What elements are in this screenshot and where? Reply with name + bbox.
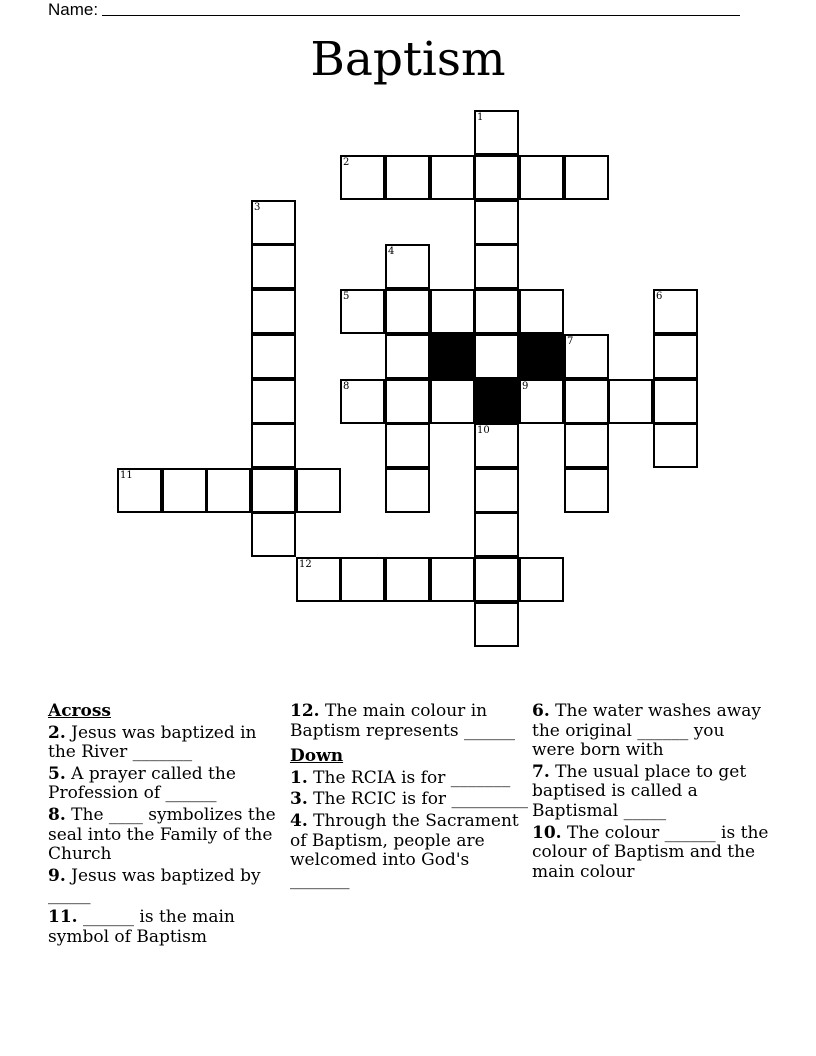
grid-cell-4[interactable] <box>385 244 430 289</box>
clue-down-3: 3. The RCIC is for _________ <box>290 789 528 810</box>
cell-number: 3 <box>254 202 261 213</box>
clue-across-9: 9. Jesus was baptized by _____ <box>48 865 261 906</box>
clue-down-10: 10. The colour ______ is the colour of Baptism and the main colour <box>532 822 769 882</box>
grid-cell[interactable] <box>474 244 519 289</box>
grid-cell[interactable] <box>474 512 519 557</box>
name-blank[interactable] <box>102 0 740 16</box>
black-cell <box>430 334 475 379</box>
cell-number: 1 <box>477 112 484 123</box>
grid-cell-3[interactable] <box>251 200 296 245</box>
grid-cell[interactable] <box>474 602 519 647</box>
grid-cell[interactable] <box>206 468 251 513</box>
grid-cell[interactable] <box>251 244 296 289</box>
grid-cell-12[interactable] <box>296 557 341 602</box>
grid-cell-9[interactable] <box>519 379 564 424</box>
grid-cell[interactable] <box>251 512 296 557</box>
grid-cell[interactable] <box>251 289 296 334</box>
grid-cell[interactable] <box>474 334 519 379</box>
grid-cell[interactable] <box>251 379 296 424</box>
clue-down-7: 7. The usual place to get baptised is called a Baptismal _____ <box>532 761 747 821</box>
grid-cell-11[interactable] <box>117 468 162 513</box>
grid-cell[interactable] <box>296 468 341 513</box>
clue-column-1 <box>48 702 288 949</box>
grid-cell[interactable] <box>340 557 385 602</box>
puzzle-title: Baptism <box>310 32 506 87</box>
cell-number: 11 <box>120 470 133 481</box>
grid-cell[interactable] <box>653 334 698 379</box>
grid-cell[interactable] <box>385 468 430 513</box>
cell-number: 9 <box>522 381 529 392</box>
grid-cell[interactable] <box>564 155 609 200</box>
grid-cell-7[interactable] <box>564 334 609 379</box>
grid-cell[interactable] <box>564 379 609 424</box>
clue-across-8: 8. The ____ symbolizes the seal into the Family of the Church <box>48 804 276 865</box>
grid-cell[interactable] <box>474 468 519 513</box>
grid-cell[interactable] <box>474 200 519 245</box>
grid-cell-6[interactable] <box>653 289 698 334</box>
grid-cell[interactable] <box>519 557 564 602</box>
cell-number: 7 <box>567 336 574 347</box>
grid-cell[interactable] <box>519 289 564 334</box>
grid-cell[interactable] <box>474 289 519 334</box>
clue-column-3 <box>532 702 772 884</box>
grid-cell[interactable] <box>162 468 207 513</box>
cell-number: 8 <box>343 381 350 392</box>
grid-cell[interactable] <box>430 379 475 424</box>
grid-cell[interactable] <box>474 155 519 200</box>
grid-cell[interactable] <box>564 423 609 468</box>
grid-cell[interactable] <box>519 155 564 200</box>
clue-across-12: 12. The main colour in Baptism represents ______ <box>290 701 515 741</box>
across-heading: Across <box>48 701 111 721</box>
black-cell <box>519 334 564 379</box>
cell-number: 6 <box>656 291 663 302</box>
black-cell <box>474 379 519 424</box>
clue-down-6: 6. The water washes away the original ______ you were born with <box>532 701 761 761</box>
clue-down-4: 4. Through the Sacrament of Baptism, people are welcomed into God's _______ <box>290 810 519 890</box>
grid-cell[interactable] <box>653 423 698 468</box>
grid-cell[interactable] <box>385 334 430 379</box>
grid-cell[interactable] <box>430 557 475 602</box>
grid-cell-8[interactable] <box>340 379 385 424</box>
name-line <box>48 0 740 20</box>
clue-across-5: 5. A prayer called the Profession of ______ <box>48 763 236 804</box>
cell-number: 5 <box>343 291 350 302</box>
grid-cell[interactable] <box>385 289 430 334</box>
grid-cell[interactable] <box>251 423 296 468</box>
grid-cell-2[interactable] <box>340 155 385 200</box>
grid-cell[interactable] <box>474 557 519 602</box>
grid-cell[interactable] <box>430 289 475 334</box>
clue-across-2: 2. Jesus was baptized in the River _______ <box>48 722 257 763</box>
grid-cell[interactable] <box>430 155 475 200</box>
grid-cell[interactable] <box>385 379 430 424</box>
grid-cell[interactable] <box>608 379 653 424</box>
grid-cell[interactable] <box>385 423 430 468</box>
clue-down-1: 1. The RCIA is for _______ <box>290 767 511 788</box>
cell-number: 2 <box>343 157 350 168</box>
down-heading: Down <box>290 746 344 767</box>
grid-cell[interactable] <box>385 557 430 602</box>
grid-cell[interactable] <box>653 379 698 424</box>
clue-column-2 <box>290 702 530 892</box>
grid-cell[interactable] <box>564 468 609 513</box>
grid-cell-1[interactable] <box>474 110 519 155</box>
clue-across-11: 11. ______ is the main symbol of Baptism <box>48 906 235 947</box>
grid-cell[interactable] <box>385 155 430 200</box>
cell-number: 10 <box>477 425 490 436</box>
name-label: Name: <box>48 0 99 19</box>
grid-cell[interactable] <box>251 468 296 513</box>
cell-number: 4 <box>388 246 395 257</box>
grid-cell-10[interactable] <box>474 423 519 468</box>
grid-cell-5[interactable] <box>340 289 385 334</box>
grid-cell[interactable] <box>251 334 296 379</box>
cell-number: 12 <box>299 559 312 570</box>
